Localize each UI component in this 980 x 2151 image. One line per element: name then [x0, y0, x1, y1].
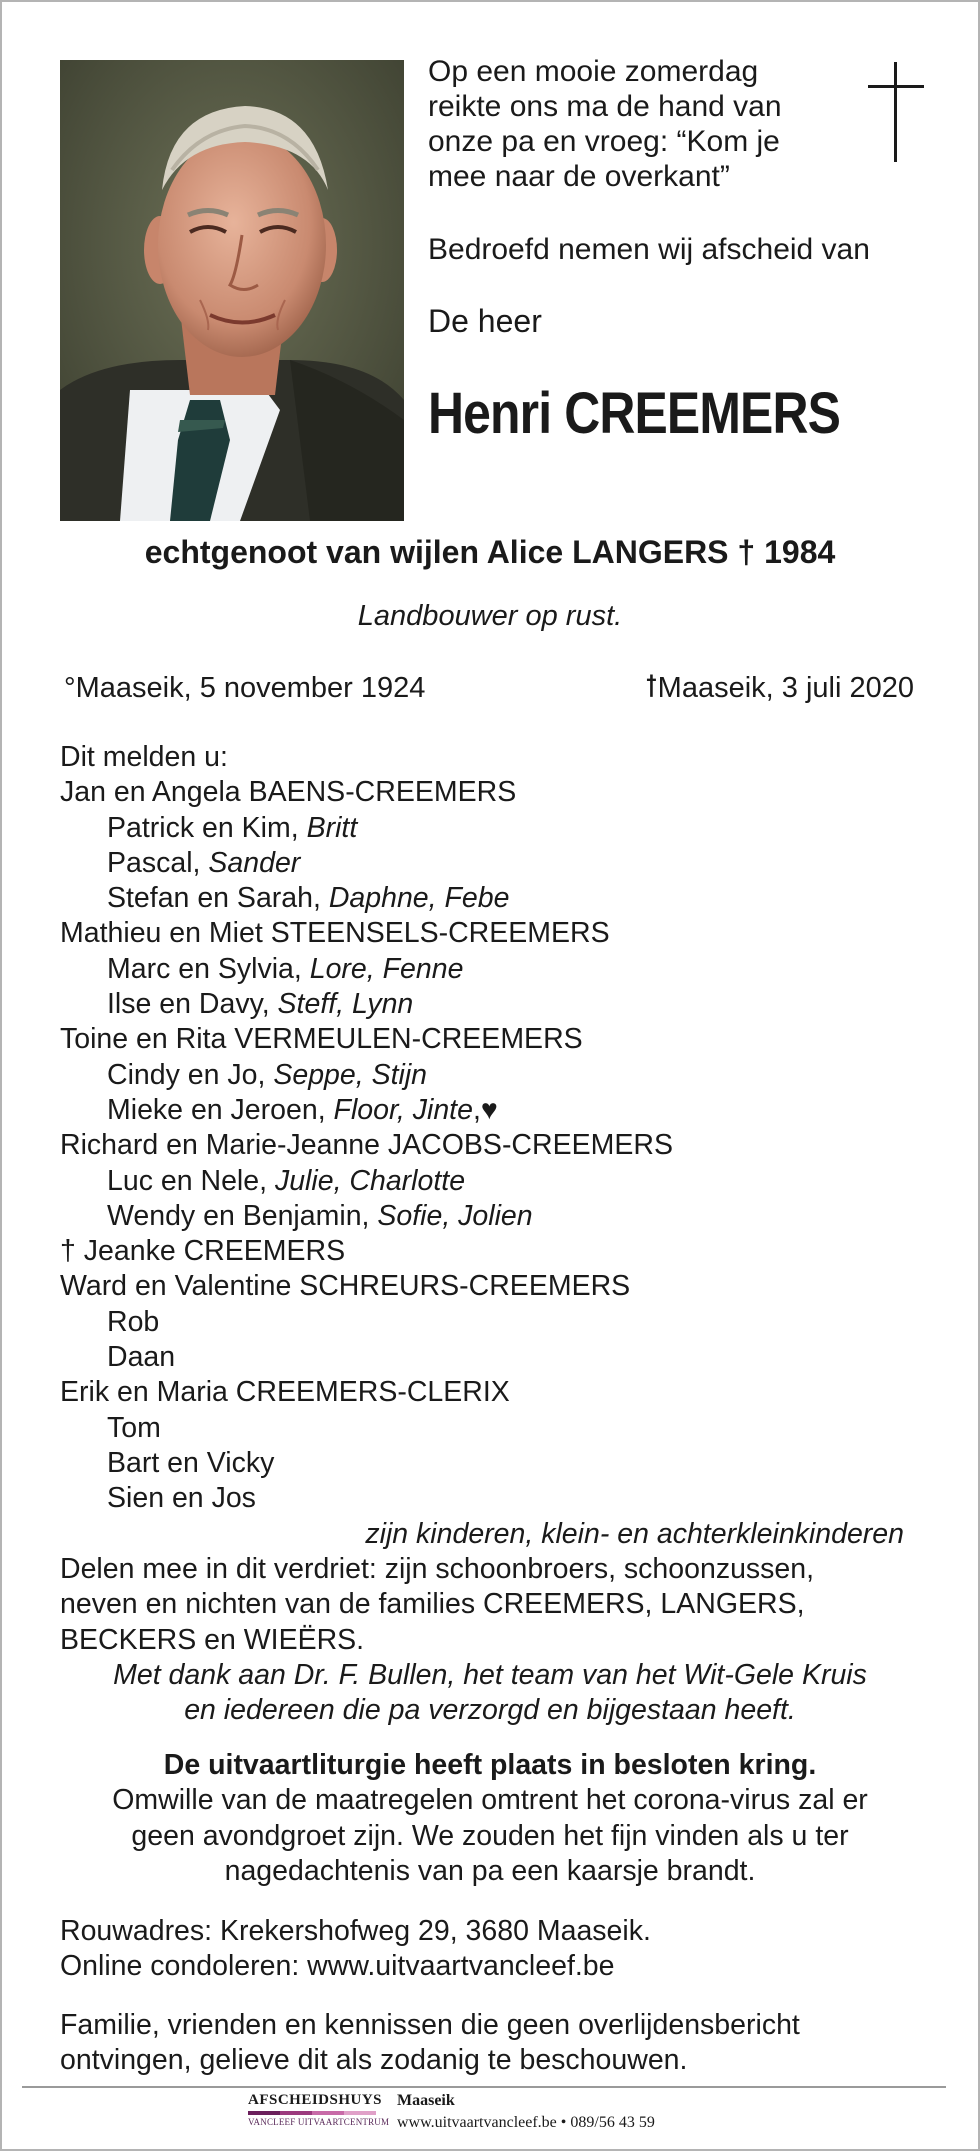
honorific: De heer — [428, 303, 542, 339]
farewell-intro: Bedroefd nemen wij afscheid van — [428, 233, 870, 266]
family-member-sub — [60, 1093, 673, 1128]
ceremony-notice — [2, 1748, 978, 1889]
family-member — [60, 1022, 673, 1057]
family-member — [60, 740, 673, 775]
thanks-line: en iedereen die pa verzorgd en bijgestaan heeft. — [184, 1694, 796, 1727]
birth-date: °Maaseik, 5 november 1924 — [64, 672, 426, 704]
family-member-name: Dit melden u: — [60, 741, 228, 773]
family-member-sub — [60, 987, 673, 1022]
verse-line: reikte ons ma de hand van — [428, 90, 782, 123]
descendants-line: zijn kinderen, klein- en achterkleinkinderen — [365, 1518, 904, 1550]
family-member-sub — [60, 1199, 673, 1234]
ceremony-line: Omwille van de maatregelen omtrent het corona-virus zal er — [112, 1784, 868, 1817]
death-date: ꝉMaaseik, 3 juli 2020 — [645, 672, 914, 704]
family-member — [60, 1128, 673, 1163]
family-member-sub — [60, 952, 673, 987]
grandchildren-names: Floor, Jinte — [333, 1093, 473, 1126]
family-member-sub — [60, 1340, 673, 1375]
cross-icon — [868, 62, 924, 162]
family-member — [60, 916, 673, 951]
logo-sub-left: VANCLEEF — [248, 2117, 296, 2127]
logo-sub-right: UITVAARTCENTRUM — [297, 2117, 390, 2127]
mourning-address: Rouwadres: Krekershofweg 29, 3680 Maaseik. — [60, 1915, 651, 1947]
online-condolence[interactable]: Online condoleren: www.uitvaartvancleef.be — [60, 1950, 615, 1983]
family-member — [60, 1234, 673, 1269]
family-member-name: Jan en Angela BAENS-CREEMERS — [60, 776, 517, 809]
ceremony-line: geen avondgroet zijn. We zouden het fijn vinden als u ter — [131, 1819, 849, 1852]
family-member-name: Patrick en Kim, — [107, 811, 307, 844]
family-member-sub — [60, 846, 673, 881]
portrait-photo — [60, 60, 404, 521]
family-member-sub — [60, 1446, 673, 1481]
grandchildren-names: Steff, Lynn — [277, 988, 414, 1021]
share-line: BECKERS en WIEËRS. — [60, 1623, 365, 1656]
family-member-name: Tom — [107, 1411, 161, 1444]
family-member — [60, 1375, 673, 1410]
family-member-name: Daan — [107, 1341, 176, 1374]
thanks-message — [2, 1658, 978, 1729]
family-member-name: Rob — [107, 1305, 160, 1338]
family-member-sub — [60, 881, 673, 916]
family-member-name: Stefan en Sarah, — [107, 882, 329, 915]
footer-divider — [22, 2086, 946, 2088]
family-member-name: Mieke en Jeroen, — [107, 1093, 334, 1126]
verse-line: mee naar de overkant” — [428, 160, 730, 193]
family-member-name: Mathieu en Miet STEENSELS-CREEMERS — [60, 917, 610, 950]
grandchildren-names: Britt — [306, 811, 358, 844]
family-member — [60, 1269, 673, 1304]
family-member-name: Ward en Valentine SCHREURS-CREEMERS — [60, 1270, 631, 1303]
grandchildren-names: Daphne, Febe — [328, 882, 510, 915]
family-member-name: Cindy en Jo, — [107, 1058, 274, 1091]
share-line: neven en nichten van de families CREEMERS, LANGERS, — [60, 1588, 805, 1621]
funeral-home-logo — [248, 2092, 390, 2132]
family-member — [60, 775, 673, 810]
family-member-name: Pascal, — [107, 846, 209, 879]
family-member-name: Ilse en Davy, — [107, 988, 278, 1021]
family-member-name: Richard en Marie-Jeanne JACOBS-CREEMERS — [60, 1129, 673, 1162]
condolence-share — [60, 1552, 814, 1658]
logo-subtitle — [248, 2117, 390, 2127]
family-member-name: Wendy en Benjamin, — [107, 1199, 378, 1232]
family-member-name: Erik en Maria CREEMERS-CLERIX — [60, 1376, 510, 1409]
ceremony-title: De uitvaartliturgie heeft plaats in besloten kring. — [163, 1749, 817, 1781]
footer-contact[interactable]: www.uitvaartvancleef.be • 089/56 43 59 — [397, 2114, 655, 2131]
family-member-sub — [60, 1164, 673, 1199]
family-member-name: Sien en Jos — [107, 1482, 256, 1515]
share-line: Delen mee in dit verdriet: zijn schoonbroers, schoonzussen, — [60, 1553, 815, 1585]
family-member-sub — [60, 1411, 673, 1446]
grandchildren-names: Seppe, Stijn — [273, 1058, 428, 1091]
memorial-verse — [428, 54, 782, 194]
occupation: Landbouwer op rust. — [357, 600, 623, 632]
deceased-name: Henri CREEMERS — [428, 381, 841, 446]
family-list — [60, 740, 673, 1517]
family-member-sub — [60, 1058, 673, 1093]
verse-line: onze pa en vroeg: “Kom je — [428, 125, 780, 158]
notice-line: ontvingen, gelieve dit als zodanig te beschouwen. — [60, 2044, 688, 2077]
logo-name: AFSCHEIDSHUYS — [248, 2092, 383, 2108]
thanks-line: Met dank aan Dr. F. Bullen, het team van het Wit-Gele Kruis — [113, 1659, 867, 1691]
family-member-name: Marc en Sylvia, — [107, 952, 310, 985]
family-member-sub — [60, 1305, 673, 1340]
ceremony-line: nagedachtenis van pa een kaarsje brandt. — [224, 1854, 756, 1887]
grandchildren-names: Lore, Fenne — [309, 952, 464, 985]
address-block — [60, 1914, 651, 1985]
family-member-name: Bart en Vicky — [107, 1446, 275, 1479]
grandchildren-names: Sander — [208, 846, 301, 879]
notice-block — [60, 2008, 800, 2079]
grandchildren-names: Julie, Charlotte — [274, 1164, 466, 1197]
grandchildren-names: Sofie, Jolien — [377, 1199, 533, 1232]
heart-icon: ,♥ — [472, 1093, 498, 1126]
notice-line: Familie, vrienden en kennissen die geen overlijdensbericht — [60, 2009, 800, 2041]
family-member-name: † Jeanke CREEMERS — [60, 1235, 346, 1268]
footer-place: Maaseik — [397, 2092, 455, 2109]
family-member-sub — [60, 811, 673, 846]
logo-color-bar — [248, 2111, 376, 2115]
portrait-illustration — [60, 60, 404, 521]
family-member-name: Luc en Nele, — [107, 1164, 275, 1197]
family-member-sub — [60, 1481, 673, 1516]
family-member-name: Toine en Rita VERMEULEN-CREEMERS — [60, 1023, 583, 1056]
verse-line: Op een mooie zomerdag — [428, 55, 759, 88]
spouse-line: echtgenoot van wijlen Alice LANGERS † 1984 — [144, 534, 836, 570]
